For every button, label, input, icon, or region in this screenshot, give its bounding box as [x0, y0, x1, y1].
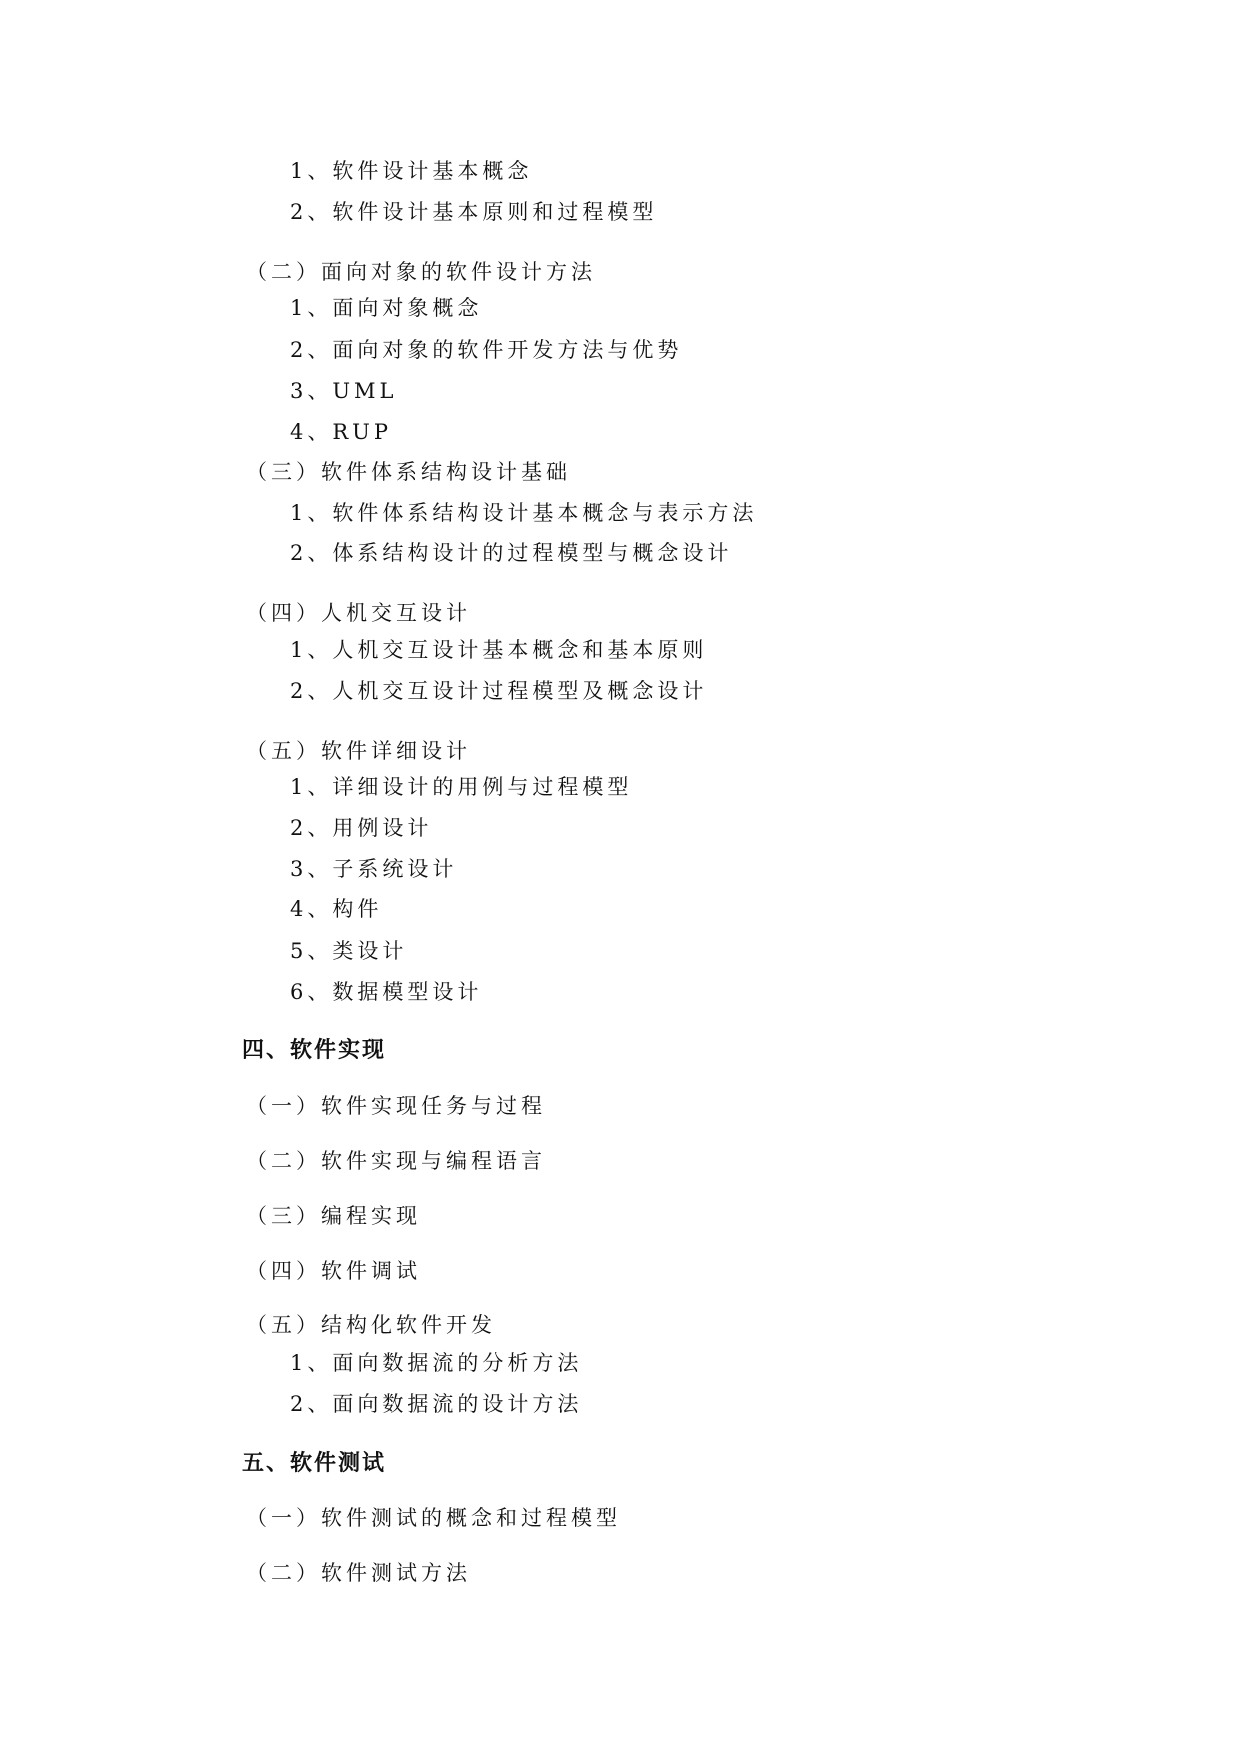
- section-subheading: （四）人机交互设计: [246, 601, 471, 625]
- list-item: 5、类设计: [290, 939, 408, 963]
- list-item: 1、面向对象概念: [290, 296, 483, 320]
- list-item: 1、软件设计基本概念: [290, 159, 533, 183]
- list-item: 2、面向数据流的设计方法: [290, 1392, 583, 1416]
- list-item: 3、UML: [290, 379, 398, 403]
- section-subheading: （三）软件体系结构设计基础: [246, 460, 571, 484]
- section-subheading: （四）软件调试: [246, 1259, 421, 1283]
- section-subheading: （五）软件详细设计: [246, 739, 471, 763]
- list-item: 3、子系统设计: [290, 857, 458, 881]
- list-item: 2、体系结构设计的过程模型与概念设计: [290, 541, 733, 565]
- list-item: 1、软件体系结构设计基本概念与表示方法: [290, 501, 758, 525]
- section-subheading: （一）软件测试的概念和过程模型: [246, 1506, 621, 1530]
- list-item: 2、面向对象的软件开发方法与优势: [290, 338, 683, 362]
- list-item: 4、构件: [290, 897, 383, 921]
- section-subheading: （二）软件实现与编程语言: [246, 1149, 546, 1173]
- section-subheading: （五）结构化软件开发: [246, 1313, 496, 1337]
- list-item: 2、用例设计: [290, 816, 433, 840]
- section-subheading: （二）软件测试方法: [246, 1561, 471, 1585]
- section-heading: 四、软件实现: [242, 1038, 387, 1063]
- section-heading: 五、软件测试: [242, 1451, 387, 1476]
- section-subheading: （二）面向对象的软件设计方法: [246, 260, 596, 284]
- list-item: 4、RUP: [290, 420, 393, 444]
- list-item: 1、详细设计的用例与过程模型: [290, 775, 633, 799]
- list-item: 2、人机交互设计过程模型及概念设计: [290, 679, 708, 703]
- list-item: 1、人机交互设计基本概念和基本原则: [290, 638, 708, 662]
- list-item: 1、面向数据流的分析方法: [290, 1351, 583, 1375]
- list-item: 6、数据模型设计: [290, 980, 483, 1004]
- section-subheading: （三）编程实现: [246, 1204, 421, 1228]
- section-subheading: （一）软件实现任务与过程: [246, 1094, 546, 1118]
- list-item: 2、软件设计基本原则和过程模型: [290, 200, 658, 224]
